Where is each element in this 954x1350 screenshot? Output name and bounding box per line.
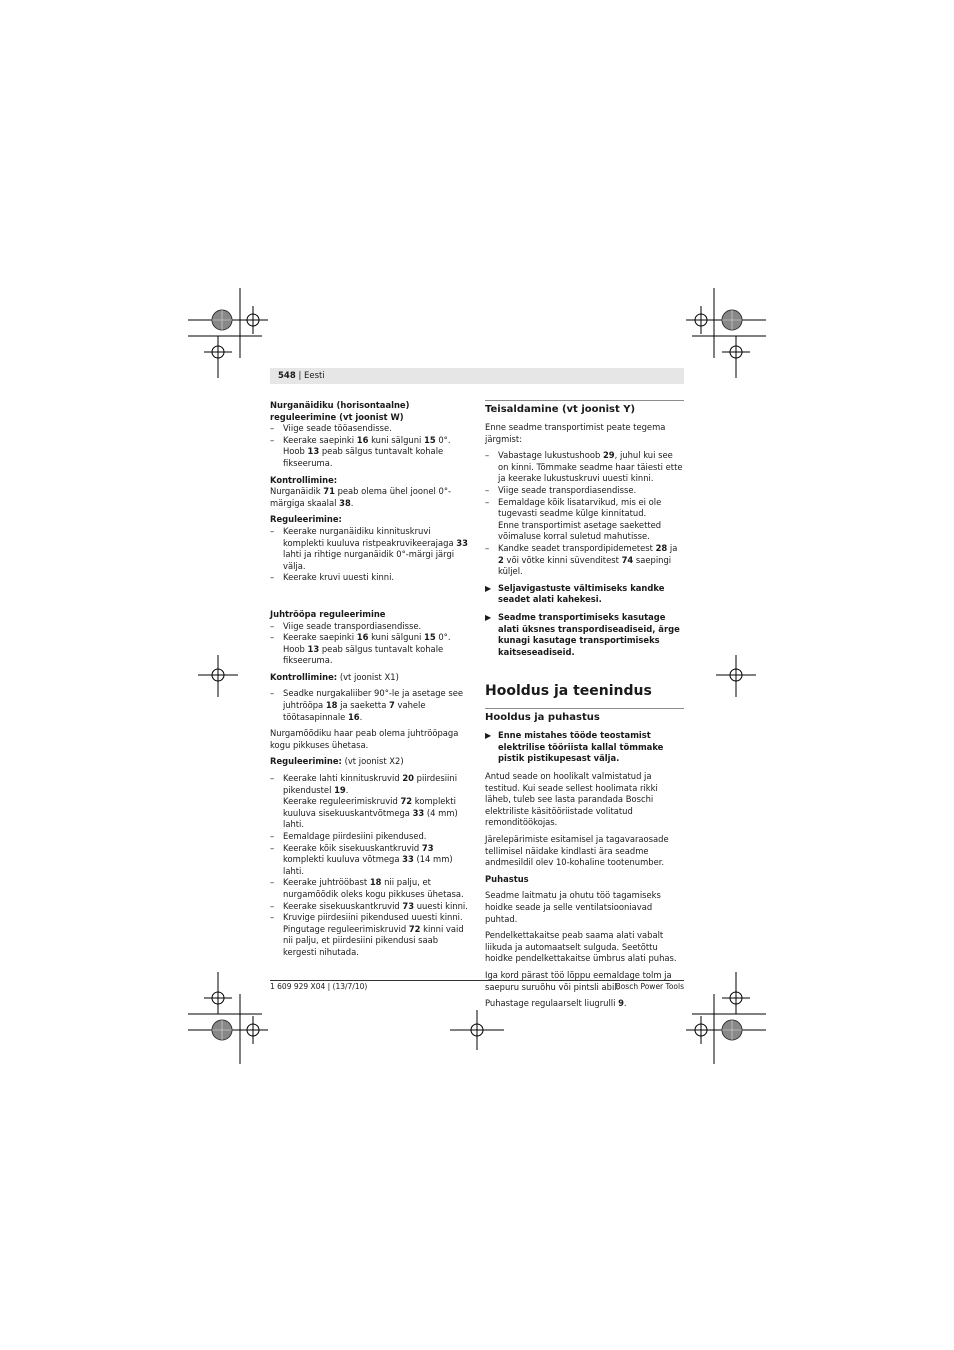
list-item: – Eemaldage kõik lisatarvikud, mis ei ole tugevasti seadme külge kinnitatud. Enne transportimist asetage saeketted võimaluse korral suletud mahutisse. xyxy=(485,497,684,543)
page-header xyxy=(270,368,684,384)
adjust-heading-1: Reguleerimine: xyxy=(270,514,342,525)
main-section-title: Hooldus ja teenindus xyxy=(485,683,652,700)
list-item: – Viige seade tööasendisse. xyxy=(270,423,470,435)
warning-2: ▶ Seadme transportimiseks kasutage alati üksnes transpordiseadiseid, ärge kunagi kasutage transportimiseks kaitseseadiseid. xyxy=(485,611,680,657)
clean-para-1: Seadme laitmatu ja ohutu töö tagamiseks hoidke seade ja selle ventilatsiooniavad puhtad. xyxy=(485,890,661,924)
list-item: – Viige seade transpordiasendisse. xyxy=(485,485,684,497)
list-item: – Seadke nurgakaliiber 90°-le ja asetage see juhtrööpa 18 ja saeketta 7 vahele töötasapinnale 16. xyxy=(270,688,470,723)
list-item: – Keerake saepinki 16 kuni sälguni 15 0°. Hoob 13 peab sälgus tuntavalt kohale fikseeruma. xyxy=(270,632,470,667)
right-column xyxy=(485,400,684,1015)
list-item: – Vabastage lukustushoob 29, juhul kui see on kinni. Tõmmake seadme haar täiesti ette ja keerake lukustuskruvi uuesti kinni. xyxy=(485,450,684,485)
list-s1 xyxy=(270,423,470,469)
page-number: 548 xyxy=(278,371,296,381)
check-heading-2: Kontrollimine: (vt joonist X1) xyxy=(270,671,399,682)
warning-3: ▶ Enne mistahes tööde teostamist elektrilise tööriista kallal tõmmake pistik pistikupesast välja. xyxy=(485,730,664,764)
triangle-right-icon: ▶ xyxy=(485,583,492,593)
list-item: – Eemaldage piirdesiini pikendused. xyxy=(270,831,470,843)
clean-para-4: Puhastage regulaarselt liugrulli 9. xyxy=(485,998,627,1009)
list-s2 xyxy=(270,621,470,667)
section-title-guide-rail: Juhtrööpa reguleerimine xyxy=(270,608,386,619)
list-item: – Kruvige piirdesiini pikendused uuesti kinni. Pingutage reguleerimiskruvid 72 kinni vaid nii palju, et piirdesiini pikendusi saab kergesti nihutada. xyxy=(270,912,470,958)
footer-doc-number: 1 609 929 X04 | (13/7/10) xyxy=(270,982,368,991)
care-title: Hooldus ja puhastus xyxy=(485,708,684,724)
list-item: – Viige seade transpordiasendisse. xyxy=(270,621,470,633)
footer-brand: Bosch Power Tools xyxy=(615,982,684,991)
list-item: – Keerake kõik sisekuuskantkruvid 73 komplekti kuuluva võtmega 33 (14 mm) lahti. xyxy=(270,843,470,878)
list-item: – Keerake sisekuuskantkruvid 73 uuesti kinni. xyxy=(270,901,470,913)
list-item-continuation: Keerake reguleerimiskruvid 72 komplekti kuuluva sisekuuskantvõtmega 33 (4 mm) lahti. xyxy=(283,796,458,830)
clean-para-3: Iga kord pärast töö lõppu eemaldage tolm ja saepuru suruõhu või pintsli abil. xyxy=(485,969,672,992)
list-item: – Keerake saepinki 16 kuni sälguni 15 0°. Hoob 13 peab sälgus tuntavalt kohale fikseeruma. xyxy=(270,435,470,470)
check-heading-1: Kontrollimine: xyxy=(270,474,338,485)
list-item: – Keerake kruvi uuesti kinni. xyxy=(270,572,470,584)
care-para-2: Järelepärimiste esitamisel ja tagavaraosade tellimisel näidake kindlasti ära seadme andmesildil olev 10-kohaline tootenumber. xyxy=(485,834,669,868)
list-item: – Keerake nurganäidiku kinnituskruvi komplekti kuuluva ristpeakruvikeerajaga 33 lahti ja rihtige nurganäidik 0°-märgi järgi välja. xyxy=(270,526,470,572)
left-column xyxy=(270,400,470,964)
list-r1 xyxy=(270,526,470,584)
check-after-text: Nurgamõõdiku haar peab olema juhtrööpaga kogu pikkuses ühetasa. xyxy=(270,728,459,750)
list-k2 xyxy=(270,688,470,723)
check-text-1: Nurganäidik 71 peab olema ühel joonel 0°-märgiga skaalal 38. xyxy=(270,486,452,508)
header-separator: | xyxy=(295,371,305,381)
care-para-1: Antud seade on hoolikalt valmistatud ja testitud. Kui seade sellest hoolimata rikki läheb, tuleb see lasta parandada Boschi elektriliste käsitööriistade volitatud remonditöökojas. xyxy=(485,771,658,828)
list-item: – Keerake juhtrööbast 18 nii palju, et nurgamõõdik oleks kogu pikkuses ühetasa. xyxy=(270,877,470,900)
transport-intro: Enne seadme transportimist peate tegema järgmist: xyxy=(485,422,666,444)
list-item: – Keerake lahti kinnituskruvid 20 piirdesiini pikendustel 19. Keerake reguleerimiskruvid 72 komplekti kuuluva sisekuuskantvõtmega 33 (4 mm) lahti. xyxy=(270,773,470,831)
list-r2 xyxy=(270,773,470,959)
list-item-continuation: Enne transportimist asetage saeketted võimaluse korral suletud mahutisse. xyxy=(498,519,662,542)
triangle-right-icon: ▶ xyxy=(485,731,492,741)
clean-para-2: Pendelkettakaitse peab saama alati vabalt liikuda ja automaatselt sulguda. Seetõttu hoidke pendelkettakaitse ümbrus alati puhas. xyxy=(485,930,677,964)
section-title-angle-indicator: Nurganäidiku (horisontaalne) reguleerimine (vt joonist W) xyxy=(270,400,410,422)
footer-rule xyxy=(270,980,684,981)
clean-title: Puhastus xyxy=(485,873,529,884)
list-item: – Kandke seadet transpordipidemetest 28 ja 2 või võtke kinni süvenditest 74 saepingi küljel. xyxy=(485,543,684,578)
transport-title: Teisaldamine (vt joonist Y) xyxy=(485,400,684,416)
adjust-heading-2: Reguleerimine: (vt joonist X2) xyxy=(270,756,404,767)
list-transport xyxy=(485,450,684,578)
header-language: Eesti xyxy=(304,371,325,381)
triangle-right-icon: ▶ xyxy=(485,612,492,622)
warning-1: ▶ Seljavigastuste vältimiseks kandke seadet alati kahekesi. xyxy=(485,582,665,605)
